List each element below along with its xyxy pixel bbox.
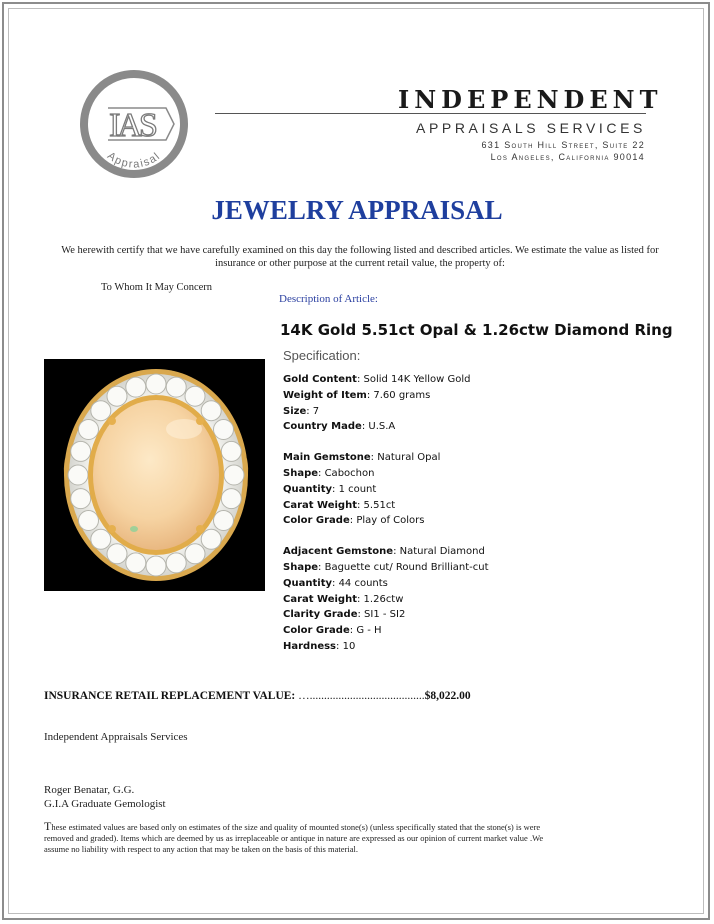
halo-diamond bbox=[146, 374, 166, 394]
spec-main-carat: Carat Weight: 5.51ct bbox=[283, 499, 396, 511]
address-line-1: 631 South Hill Street, Suite 22 bbox=[481, 140, 645, 150]
spec-main-quantity: Quantity: 1 count bbox=[283, 483, 377, 495]
recipient: To Whom It May Concern bbox=[101, 282, 213, 293]
halo-diamond bbox=[166, 377, 186, 397]
halo-diamond bbox=[224, 465, 244, 485]
spec-adjacent-gemstone: Adjacent Gemstone: Natural Diamond bbox=[283, 546, 485, 558]
halo-diamond bbox=[91, 401, 111, 421]
disclaimer-text: hese estimated values are based only on estimates of the size and quality of mounted stone(s) (unless specifically stated that the stone(s) is were removed and graded). Items which are deemed by us as irreplaceable or antique in nature are expressed as our opinion of current market value .We assume no liability with respect to any action that may be taken on the basis of this material. bbox=[44, 822, 544, 854]
halo-diamond bbox=[126, 553, 146, 573]
halo-diamond bbox=[79, 511, 99, 531]
organization-name: Independent Appraisals Services bbox=[44, 731, 188, 743]
metal-specs bbox=[283, 372, 663, 435]
description-label: Description of Article: bbox=[279, 293, 378, 305]
ias-logo bbox=[78, 68, 190, 180]
halo-diamond bbox=[214, 420, 234, 440]
spec-main-color: Color Grade: Play of Colors bbox=[283, 515, 425, 527]
halo-diamond bbox=[107, 544, 127, 564]
adjacent-gem-specs bbox=[283, 544, 663, 655]
spec-adjacent-hardness: Hardness: 10 bbox=[283, 640, 356, 652]
spec-main-gemstone: Main Gemstone: Natural Opal bbox=[283, 452, 441, 464]
spec-adjacent-clarity: Clarity Grade: SI1 - SI2 bbox=[283, 609, 406, 621]
halo-diamond bbox=[185, 544, 205, 564]
halo-diamond bbox=[185, 386, 205, 406]
spec-size: Size: 7 bbox=[283, 405, 320, 417]
halo-diamond bbox=[146, 556, 166, 576]
company-services: APPRAISALS SERVICES bbox=[416, 120, 646, 136]
spec-weight: Weight of Item: 7.60 grams bbox=[283, 389, 431, 401]
halo-diamond bbox=[91, 529, 111, 549]
halo-diamond bbox=[79, 420, 99, 440]
spec-country: Country Made: U.S.A bbox=[283, 421, 396, 433]
ring-illustration bbox=[44, 359, 265, 591]
halo-diamond bbox=[201, 401, 221, 421]
item-title: 14K Gold 5.51ct Opal & 1.26ctw Diamond Ring bbox=[280, 321, 673, 339]
halo-diamond bbox=[68, 465, 88, 485]
insurance-value-amount: $8,022.00 bbox=[424, 690, 471, 702]
logo-letters: IAS bbox=[109, 107, 155, 144]
insurance-value-label: INSURANCE RETAIL REPLACEMENT VALUE: bbox=[44, 690, 296, 702]
spec-main-shape: Shape: Cabochon bbox=[283, 467, 375, 479]
ias-logo-seal bbox=[78, 68, 190, 180]
spec-gold-content: Gold Content: Solid 14K Yellow Gold bbox=[283, 374, 471, 385]
spec-adjacent-carat: Carat Weight: 1.26ctw bbox=[283, 593, 404, 605]
halo-diamond bbox=[201, 529, 221, 549]
company-name: INDEPENDENT bbox=[398, 85, 663, 114]
document-title: JEWELRY APPRAISAL bbox=[211, 195, 503, 225]
disclaimer bbox=[44, 821, 564, 855]
main-gem-specs bbox=[283, 450, 663, 529]
header-divider bbox=[215, 113, 646, 114]
signer-name: Roger Benatar, G.G. bbox=[44, 784, 135, 796]
disclaimer-first-letter: T bbox=[44, 819, 52, 833]
halo-diamond bbox=[71, 441, 91, 461]
spec-adjacent-color: Color Grade: G - H bbox=[283, 625, 382, 637]
spec-adjacent-quantity: Quantity: 44 counts bbox=[283, 577, 388, 589]
halo-diamond bbox=[107, 386, 127, 406]
specification-list bbox=[283, 372, 663, 670]
ring-photo bbox=[44, 359, 265, 591]
spec-adjacent-shape: Shape: Baguette cut/ Round Brilliant-cut bbox=[283, 561, 489, 573]
halo-diamond bbox=[126, 377, 146, 397]
specification-label: Specification: bbox=[283, 348, 361, 363]
insurance-value-dots: …........................................ bbox=[298, 690, 425, 702]
certification-text: We herewith certify that we have carefully examined on this day the following listed and described articles. We estimate the value as listed for insurance or other purpose at the current retail value, the property of: bbox=[61, 245, 659, 269]
address-line-2: Los Angeles, California 90014 bbox=[490, 152, 645, 162]
signer-title: G.I.A Graduate Gemologist bbox=[44, 798, 166, 810]
halo-diamond bbox=[221, 489, 241, 509]
halo-diamond bbox=[221, 441, 241, 461]
halo-diamond bbox=[166, 553, 186, 573]
halo-diamond bbox=[71, 489, 91, 509]
logo-ring-text: Appraisal bbox=[104, 149, 164, 171]
insurance-value-line bbox=[44, 690, 471, 702]
halo-diamond bbox=[214, 511, 234, 531]
